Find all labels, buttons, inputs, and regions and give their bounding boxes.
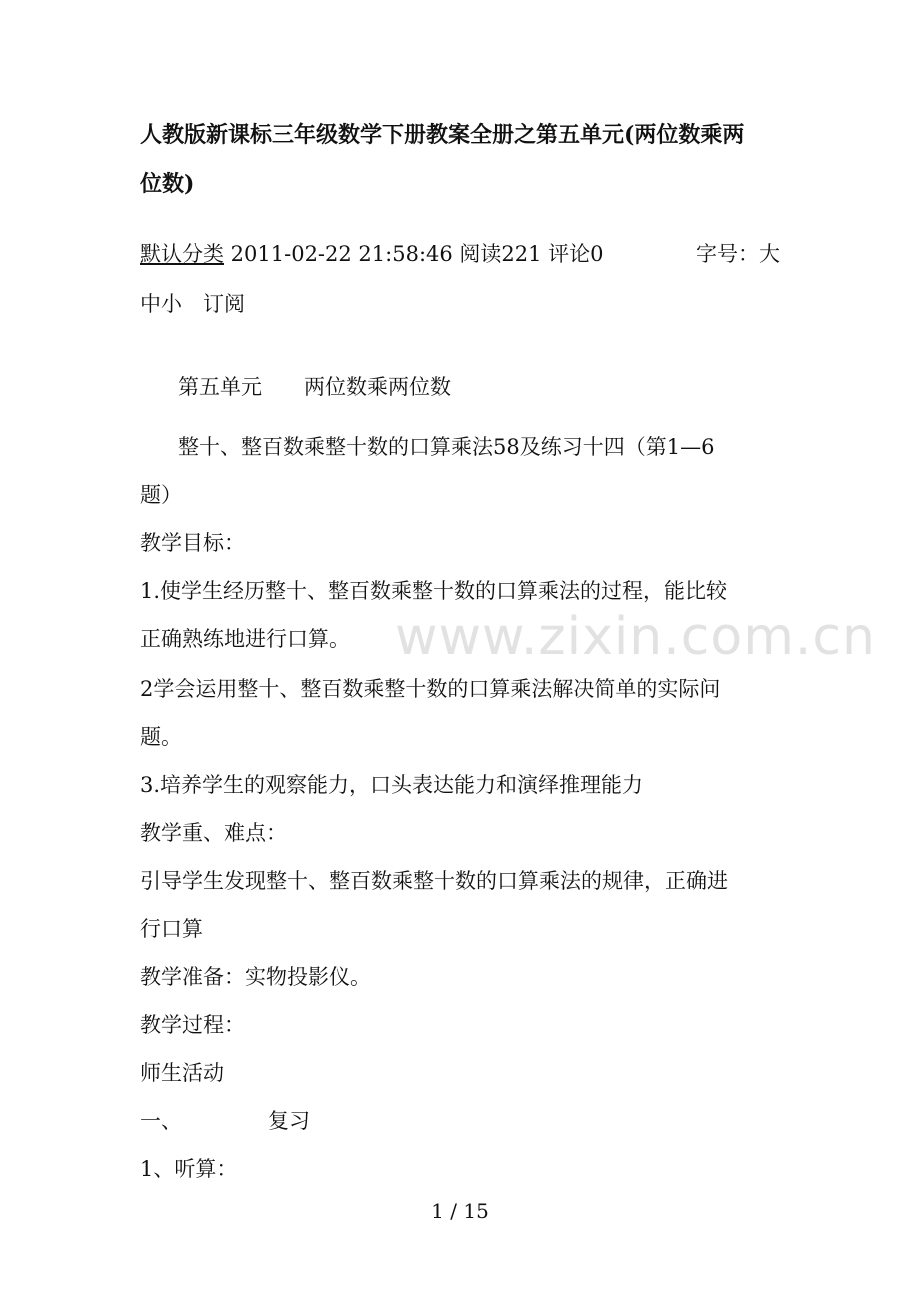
meta-line [140,240,604,268]
key-points-label: 教学重、难点： [140,821,287,845]
section-title: 复习 [268,1109,310,1133]
document-title-line1: 人教版新课标三年级数学下册教案全册之第五单元(两位数乘两 [140,122,745,148]
lesson-title-line2: 题） [140,483,182,507]
objective1-line2: 正确熟练地进行口算。 [140,627,350,651]
key-points-line2: 行口算 [140,917,203,941]
objectives-label: 教学目标： [140,531,245,555]
unit-heading: 第五单元 两位数乘两位数 [178,375,451,399]
preparation: 教学准备：实物投影仪。 [140,965,371,989]
document-title-line2: 位数) [140,171,195,197]
objective2-line1: 2学会运用整十、整百数乘整十数的口算乘法解决简单的实际问 [140,677,721,701]
objective3: 3.培养学生的观察能力，口头表达能力和演绎推理能力 [140,773,644,797]
process-label: 教学过程： [140,1013,245,1037]
font-size-label: 字号：大 [696,242,780,266]
section-number: 一、 [140,1109,182,1133]
lesson-title-line1: 整十、整百数乘整十数的口算乘法58及练习十四（第1—6 [178,435,715,459]
objective2-line2: 题。 [140,725,182,749]
meta-line2: 中小 订阅 [140,292,245,316]
key-points-line1: 引导学生发现整十、整百数乘整十数的口算乘法的规律，正确进 [140,869,728,893]
meta-info: 2011-02-22 21:58:46 阅读221 评论0 [224,242,604,266]
page-indicator: 1 / 15 [431,1199,489,1223]
category-link[interactable]: 默认分类 [140,242,224,266]
activity-label: 师生活动 [140,1061,224,1085]
item1: 1、听算： [140,1157,238,1181]
objective1-line1: 1.使学生经历整十、整百数乘整十数的口算乘法的过程，能比较 [140,579,728,603]
watermark-text: www.zixin.com.cn [395,607,876,667]
